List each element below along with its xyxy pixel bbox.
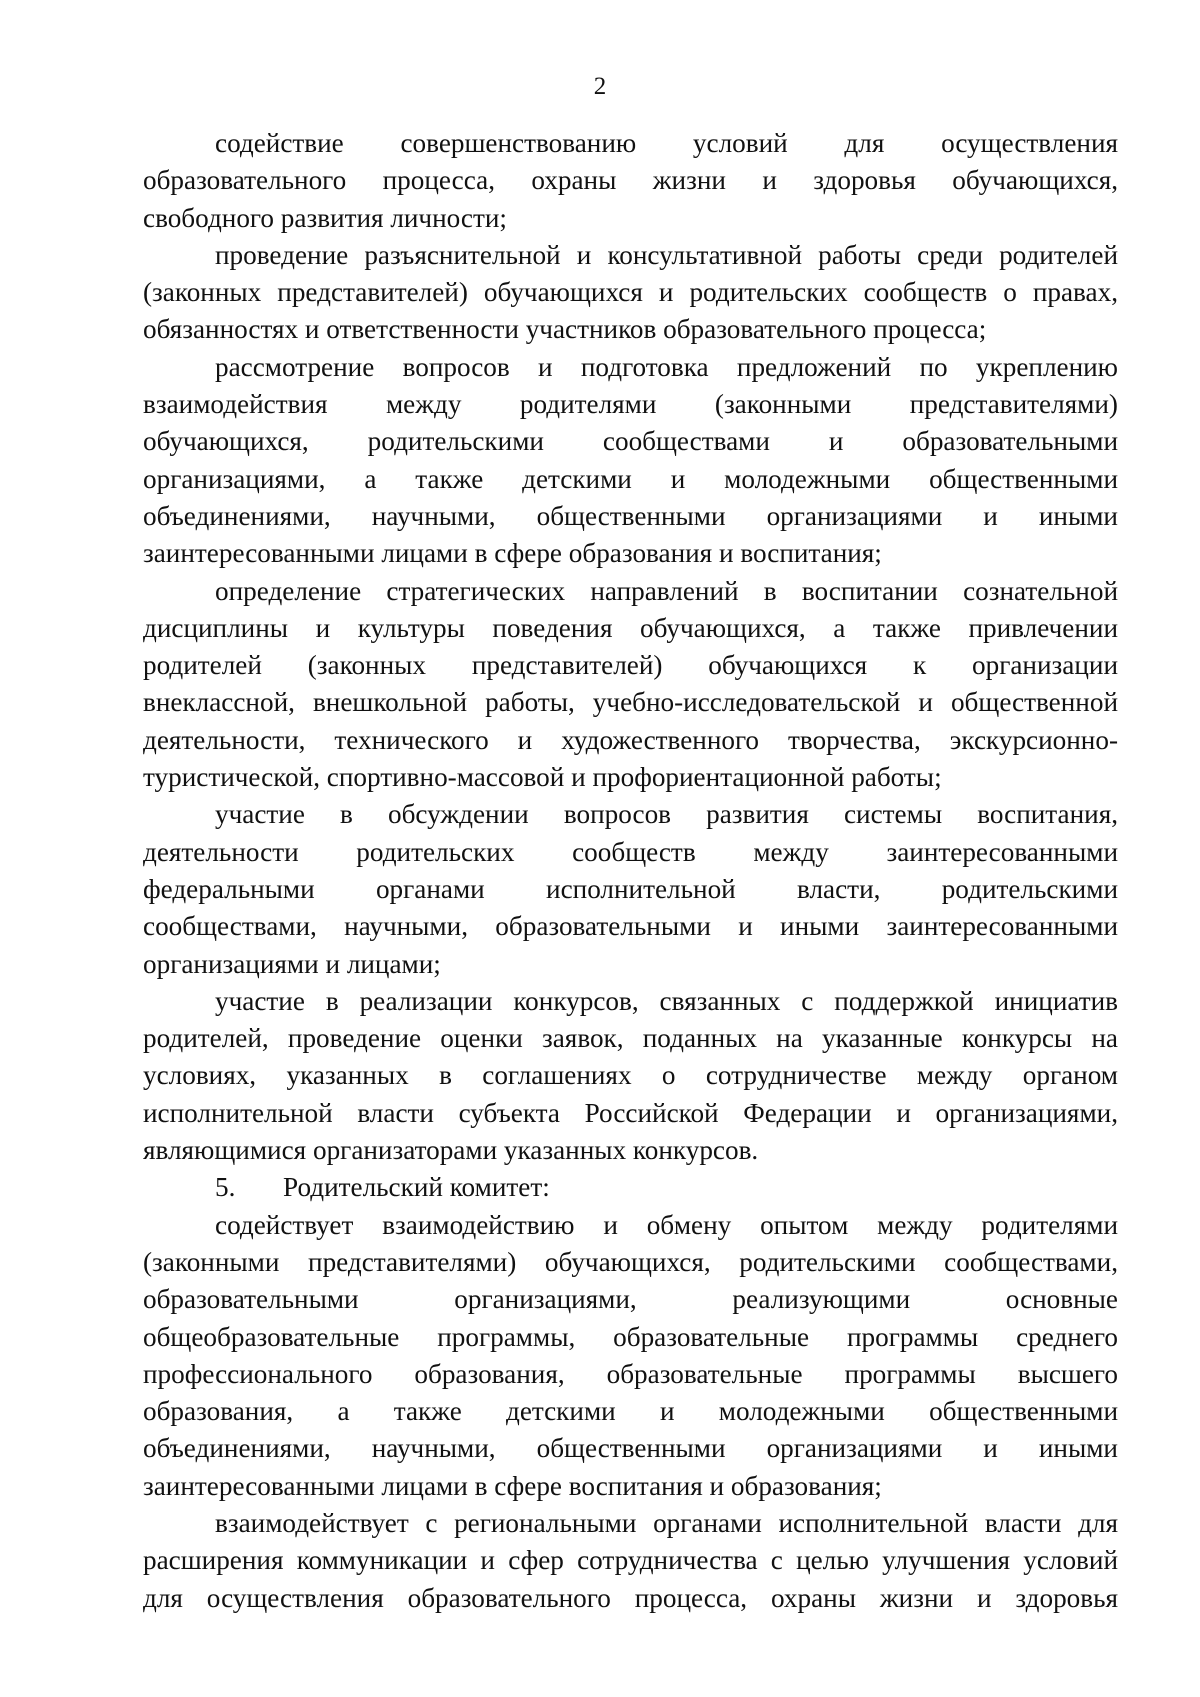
text-line: родителей (законных представителей) обучающихся к организации [143,650,1118,681]
paragraph [143,983,1118,1169]
text-line: исполнительной власти субъекта Российской Федерации и организациями, [143,1097,1118,1128]
text-line: профессионального образования, образовательные программы высшего [143,1358,1118,1389]
text-line: содействует взаимодействию и обмену опытом между родителями [215,1209,1118,1240]
text-line: федеральными органами исполнительной власти, родительскими [143,873,1118,904]
section-number: 5. [215,1172,236,1203]
text-line: являющимися организаторами указанных конкурсов. [143,1135,759,1166]
section-heading [143,1169,1118,1206]
paragraph [143,573,1118,797]
text-line: обязанностях и ответственности участников образовательного процесса; [143,314,987,345]
text-line: содействие совершенствованию условий для осуществления [215,128,1118,158]
text-line: определение стратегических направлений в воспитании сознательной [215,575,1118,606]
text-line: взаимодействия между родителями (законными представителями) [143,389,1118,420]
text-line: внеклассной, внешкольной работы, учебно-исследовательской и общественной [143,687,1118,718]
section-title: Родительский комитет: [283,1172,550,1203]
text-line: объединениями, научными, общественными организациями и иными [143,500,1118,531]
text-line: туристической, спортивно-массовой и профориентационной работы; [143,762,942,793]
text-line: родителей, проведение оценки заявок, поданных на указанные конкурсы на [143,1023,1118,1054]
paragraph [143,796,1118,982]
text-line: проведение разъяснительной и консультативной работы среди родителей [215,239,1118,270]
text-line: образования, а также детскими и молодежными общественными [143,1396,1118,1427]
text-line: расширения коммуникации и сфер сотрудничества с целью улучшения условий [143,1545,1118,1576]
text-line: участие в обсуждении вопросов развития системы воспитания, [215,799,1118,830]
text-line: организациями, а также детскими и молодежными общественными [143,463,1118,494]
text-line: организациями и лицами; [143,948,441,979]
text-line: для осуществления образовательного процесса, охраны жизни и здоровья [143,1582,1118,1613]
page-number: 2 [593,73,607,100]
text-line: свободного развития личности; [143,202,507,233]
text-line: взаимодействует с региональными органами исполнительной власти для [215,1507,1118,1538]
text-line: дисциплины и культуры поведения обучающихся, а также привлечении [143,612,1118,643]
paragraph [143,349,1118,573]
text-line: деятельности, технического и художественного творчества, экскурсионно- [143,724,1118,755]
text-line: образовательными организациями, реализующими основные [143,1284,1118,1315]
paragraph [143,237,1118,349]
text-line: обучающихся, родительскими сообществами и образовательными [143,426,1118,457]
paragraph [143,1207,1118,1505]
text-line: заинтересованными лицами в сфере воспитания и образования; [143,1470,882,1501]
text-line: условиях, указанных в соглашениях о сотрудничестве между органом [143,1060,1118,1091]
text-line: образовательного процесса, охраны жизни и здоровья обучающихся, [143,165,1118,196]
text-line: (законными представителями) обучающихся, родительскими сообществами, [143,1246,1118,1277]
paragraph [143,125,1118,237]
text-line: объединениями, научными, общественными организациями и иными [143,1433,1118,1464]
text-line: деятельности родительских сообществ между заинтересованными [143,836,1118,867]
text-line: участие в реализации конкурсов, связанных с поддержкой инициатив [215,985,1118,1016]
text-line: (законных представителей) обучающихся и родительских сообществ о правах, [143,277,1118,308]
document-body [143,125,1118,1617]
text-line: общеобразовательные программы, образовательные программы среднего [143,1321,1118,1352]
text-line: рассмотрение вопросов и подготовка предложений по укреплению [215,351,1118,382]
text-line: заинтересованными лицами в сфере образования и воспитания; [143,538,882,569]
text-line: сообществами, научными, образовательными и иными заинтересованными [143,911,1118,942]
paragraph [143,1505,1118,1617]
